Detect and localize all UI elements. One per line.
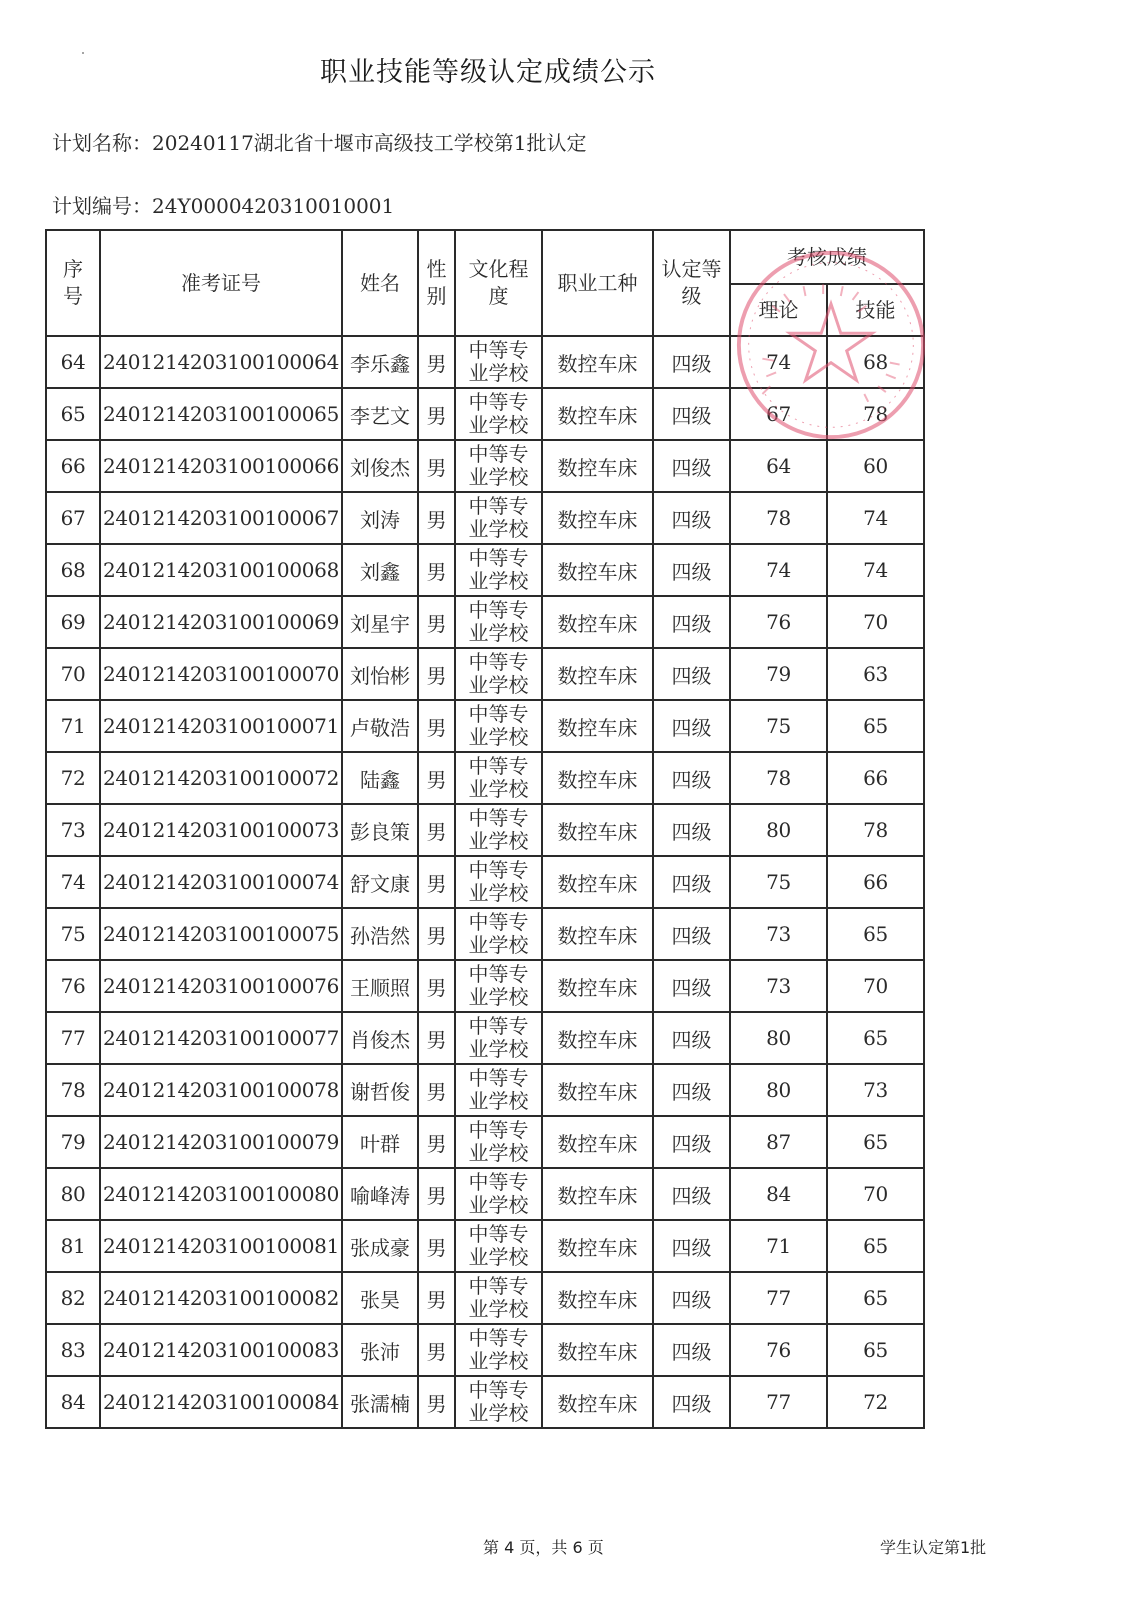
header-occupation: 职业工种 (542, 230, 653, 336)
cell-occupation: 数控车床 (542, 804, 653, 856)
cell-exam-id: 2401214203100100082 (100, 1272, 342, 1324)
cell-gender: 男 (418, 648, 455, 700)
education-line-1: 中等专 (468, 858, 529, 882)
education-line-1: 中等专 (468, 546, 529, 570)
cell-seq: 75 (46, 908, 100, 960)
cell-theory: 80 (730, 1012, 827, 1064)
header-skill: 技能 (827, 284, 924, 336)
header-row (46, 230, 924, 284)
cell-exam-id: 2401214203100100067 (100, 492, 342, 544)
cell-exam-id: 2401214203100100066 (100, 440, 342, 492)
cell-theory: 74 (730, 544, 827, 596)
cell-exam-id: 2401214203100100074 (100, 856, 342, 908)
education-line-1: 中等专 (468, 1378, 529, 1402)
plan-code (52, 190, 394, 219)
cell-skill: 65 (827, 1324, 924, 1376)
cell-education (455, 752, 542, 804)
cell-seq: 80 (46, 1168, 100, 1220)
cell-name: 陆鑫 (342, 752, 418, 804)
cell-gender: 男 (418, 336, 455, 388)
education-line-1: 中等专 (468, 1274, 529, 1298)
cell-theory: 76 (730, 1324, 827, 1376)
cell-occupation: 数控车床 (542, 908, 653, 960)
cell-education (455, 804, 542, 856)
education-line-1: 中等专 (468, 494, 529, 518)
cell-exam-id: 2401214203100100079 (100, 1116, 342, 1168)
education-line-1: 中等专 (468, 702, 529, 726)
education-line-2: 业学校 (468, 985, 529, 1009)
cell-seq: 84 (46, 1376, 100, 1428)
cell-gender: 男 (418, 700, 455, 752)
table-row (46, 596, 924, 648)
cell-name: 舒文康 (342, 856, 418, 908)
cell-exam-id: 2401214203100100070 (100, 648, 342, 700)
cell-occupation: 数控车床 (542, 544, 653, 596)
cell-gender: 男 (418, 1012, 455, 1064)
table-row (46, 908, 924, 960)
education-line-2: 业学校 (468, 1297, 529, 1321)
cell-theory: 74 (730, 336, 827, 388)
education-line-2: 业学校 (468, 1349, 529, 1373)
cell-gender: 男 (418, 856, 455, 908)
cell-level: 四级 (653, 804, 730, 856)
cell-skill: 65 (827, 1012, 924, 1064)
cell-occupation: 数控车床 (542, 648, 653, 700)
table-row (46, 1272, 924, 1324)
cell-occupation: 数控车床 (542, 1168, 653, 1220)
cell-occupation: 数控车床 (542, 492, 653, 544)
cell-education (455, 856, 542, 908)
table-row (46, 1324, 924, 1376)
cell-skill: 73 (827, 1064, 924, 1116)
cell-theory: 71 (730, 1220, 827, 1272)
cell-occupation: 数控车床 (542, 1064, 653, 1116)
cell-name: 刘鑫 (342, 544, 418, 596)
table-row (46, 492, 924, 544)
header-scores: 考核成绩 (730, 230, 924, 284)
table-row (46, 388, 924, 440)
plan-code-value: 24Y000042031001000​1 (152, 194, 395, 218)
table-row (46, 440, 924, 492)
cell-exam-id: 2401214203100100069 (100, 596, 342, 648)
cell-level: 四级 (653, 1064, 730, 1116)
header-level: 认定等 级 (653, 230, 730, 336)
cell-name: 刘星宇 (342, 596, 418, 648)
cell-skill: 66 (827, 752, 924, 804)
cell-education (455, 596, 542, 648)
cell-theory: 87 (730, 1116, 827, 1168)
cell-name: 孙浩然 (342, 908, 418, 960)
cell-education (455, 1064, 542, 1116)
page-number: 第 4 页，共 6 页 (483, 1538, 604, 1557)
cell-level: 四级 (653, 492, 730, 544)
education-line-1: 中等专 (468, 1066, 529, 1090)
table-row (46, 752, 924, 804)
education-line-1: 中等专 (468, 754, 529, 778)
education-line-1: 中等专 (468, 806, 529, 830)
cell-education (455, 492, 542, 544)
cell-occupation: 数控车床 (542, 1324, 653, 1376)
cell-theory: 80 (730, 804, 827, 856)
cell-exam-id: 2401214203100100083 (100, 1324, 342, 1376)
table-row (46, 700, 924, 752)
cell-exam-id: 2401214203100100075 (100, 908, 342, 960)
table-row (46, 1168, 924, 1220)
table-row (46, 1376, 924, 1428)
cell-seq: 74 (46, 856, 100, 908)
cell-seq: 77 (46, 1012, 100, 1064)
cell-gender: 男 (418, 1168, 455, 1220)
header-theory: 理论 (730, 284, 827, 336)
education-line-2: 业学校 (468, 829, 529, 853)
cell-skill: 65 (827, 1220, 924, 1272)
cell-seq: 65 (46, 388, 100, 440)
cell-education (455, 336, 542, 388)
cell-skill: 70 (827, 1168, 924, 1220)
cell-education (455, 1168, 542, 1220)
cell-skill: 65 (827, 1272, 924, 1324)
cell-education (455, 388, 542, 440)
education-line-2: 业学校 (468, 621, 529, 645)
education-line-2: 业学校 (468, 1245, 529, 1269)
cell-seq: 78 (46, 1064, 100, 1116)
cell-name: 张昊 (342, 1272, 418, 1324)
education-line-2: 业学校 (468, 1401, 529, 1425)
cell-exam-id: 2401214203100100064 (100, 336, 342, 388)
cell-theory: 84 (730, 1168, 827, 1220)
cell-name: 卢敬浩 (342, 700, 418, 752)
cell-seq: 79 (46, 1116, 100, 1168)
cell-level: 四级 (653, 336, 730, 388)
cell-education (455, 440, 542, 492)
cell-seq: 72 (46, 752, 100, 804)
cell-theory: 75 (730, 856, 827, 908)
cell-level: 四级 (653, 1168, 730, 1220)
education-line-1: 中等专 (468, 1118, 529, 1142)
cell-theory: 79 (730, 648, 827, 700)
plan-name-value: 20240117湖北省十堰市高级技工学校第1批认定 (152, 131, 587, 155)
cell-seq: 67 (46, 492, 100, 544)
cell-exam-id: 2401214203100100073 (100, 804, 342, 856)
cell-gender: 男 (418, 492, 455, 544)
education-line-2: 业学校 (468, 881, 529, 905)
cell-skill: 74 (827, 492, 924, 544)
cell-education (455, 960, 542, 1012)
header-gender: 性 别 (418, 230, 455, 336)
cell-exam-id: 2401214203100100078 (100, 1064, 342, 1116)
cell-skill: 74 (827, 544, 924, 596)
education-line-1: 中等专 (468, 962, 529, 986)
cell-theory: 77 (730, 1376, 827, 1428)
table-row (46, 1116, 924, 1168)
cell-skill: 78 (827, 804, 924, 856)
cell-gender: 男 (418, 1324, 455, 1376)
cell-name: 刘俊杰 (342, 440, 418, 492)
cell-occupation: 数控车床 (542, 700, 653, 752)
cell-level: 四级 (653, 648, 730, 700)
cell-occupation: 数控车床 (542, 440, 653, 492)
cell-level: 四级 (653, 596, 730, 648)
cell-occupation: 数控车床 (542, 1220, 653, 1272)
cell-level: 四级 (653, 1324, 730, 1376)
cell-level: 四级 (653, 388, 730, 440)
cell-gender: 男 (418, 544, 455, 596)
header-exam-id: 准考证号 (100, 230, 342, 336)
education-line-1: 中等专 (468, 338, 529, 362)
page-title: 职业技能等级认定成绩公示 (320, 57, 656, 88)
cell-level: 四级 (653, 1376, 730, 1428)
education-line-2: 业学校 (468, 465, 529, 489)
cell-name: 王顺照 (342, 960, 418, 1012)
cell-gender: 男 (418, 1064, 455, 1116)
cell-occupation: 数控车床 (542, 388, 653, 440)
education-line-2: 业学校 (468, 777, 529, 801)
cell-seq: 66 (46, 440, 100, 492)
cell-name: 肖俊杰 (342, 1012, 418, 1064)
table-row (46, 1012, 924, 1064)
cell-occupation: 数控车床 (542, 596, 653, 648)
cell-level: 四级 (653, 1272, 730, 1324)
cell-name: 谢哲俊 (342, 1064, 418, 1116)
education-line-2: 业学校 (468, 673, 529, 697)
cell-gender: 男 (418, 908, 455, 960)
education-line-2: 业学校 (468, 361, 529, 385)
table-row (46, 336, 924, 388)
cell-seq: 83 (46, 1324, 100, 1376)
education-line-1: 中等专 (468, 1014, 529, 1038)
table-row (46, 804, 924, 856)
header-name: 姓名 (342, 230, 418, 336)
plan-code-label: 计划编号： (52, 194, 152, 218)
table-row (46, 1064, 924, 1116)
cell-exam-id: 2401214203100100077 (100, 1012, 342, 1064)
cell-seq: 68 (46, 544, 100, 596)
cell-level: 四级 (653, 752, 730, 804)
cell-occupation: 数控车床 (542, 1376, 653, 1428)
cell-level: 四级 (653, 908, 730, 960)
cell-occupation: 数控车床 (542, 1116, 653, 1168)
cell-occupation: 数控车床 (542, 1272, 653, 1324)
cell-education (455, 1012, 542, 1064)
cell-skill: 60 (827, 440, 924, 492)
cell-gender: 男 (418, 596, 455, 648)
cell-skill: 78 (827, 388, 924, 440)
cell-gender: 男 (418, 1376, 455, 1428)
cell-skill: 72 (827, 1376, 924, 1428)
cell-occupation: 数控车床 (542, 336, 653, 388)
cell-theory: 73 (730, 960, 827, 1012)
education-line-1: 中等专 (468, 910, 529, 934)
cell-education (455, 1116, 542, 1168)
cell-occupation: 数控车床 (542, 960, 653, 1012)
cell-exam-id: 2401214203100100065 (100, 388, 342, 440)
cell-skill: 66 (827, 856, 924, 908)
cell-level: 四级 (653, 1220, 730, 1272)
cell-gender: 男 (418, 1272, 455, 1324)
cell-level: 四级 (653, 960, 730, 1012)
cell-education (455, 1220, 542, 1272)
education-line-2: 业学校 (468, 1037, 529, 1061)
cell-gender: 男 (418, 388, 455, 440)
table-row (46, 1220, 924, 1272)
cell-skill: 68 (827, 336, 924, 388)
cell-theory: 78 (730, 492, 827, 544)
cell-name: 李艺文 (342, 388, 418, 440)
cell-occupation: 数控车床 (542, 752, 653, 804)
cell-name: 张成豪 (342, 1220, 418, 1272)
cell-skill: 70 (827, 960, 924, 1012)
cell-seq: 69 (46, 596, 100, 648)
cell-education (455, 908, 542, 960)
cell-name: 刘涛 (342, 492, 418, 544)
cell-name: 喻峰涛 (342, 1168, 418, 1220)
cell-theory: 73 (730, 908, 827, 960)
cell-seq: 70 (46, 648, 100, 700)
cell-name: 张沛 (342, 1324, 418, 1376)
education-line-1: 中等专 (468, 442, 529, 466)
cell-seq: 82 (46, 1272, 100, 1324)
cell-level: 四级 (653, 1012, 730, 1064)
cell-gender: 男 (418, 804, 455, 856)
cell-exam-id: 2401214203100100071 (100, 700, 342, 752)
cell-exam-id: 2401214203100100068 (100, 544, 342, 596)
cell-theory: 77 (730, 1272, 827, 1324)
education-line-2: 业学校 (468, 1193, 529, 1217)
education-line-2: 业学校 (468, 1089, 529, 1113)
plan-name (52, 127, 587, 156)
education-line-2: 业学校 (468, 725, 529, 749)
education-line-2: 业学校 (468, 517, 529, 541)
cell-gender: 男 (418, 752, 455, 804)
cell-theory: 75 (730, 700, 827, 752)
cell-seq: 64 (46, 336, 100, 388)
cell-education (455, 544, 542, 596)
table-row (46, 856, 924, 908)
cell-theory: 67 (730, 388, 827, 440)
cell-gender: 男 (418, 960, 455, 1012)
cell-name: 叶群 (342, 1116, 418, 1168)
cell-skill: 65 (827, 1116, 924, 1168)
cell-level: 四级 (653, 700, 730, 752)
table-row (46, 648, 924, 700)
cell-name: 张濡楠 (342, 1376, 418, 1428)
cell-level: 四级 (653, 1116, 730, 1168)
cell-skill: 63 (827, 648, 924, 700)
cell-skill: 65 (827, 700, 924, 752)
cell-theory: 76 (730, 596, 827, 648)
cell-exam-id: 2401214203100100076 (100, 960, 342, 1012)
table-body (46, 336, 924, 1428)
cell-education (455, 648, 542, 700)
education-line-1: 中等专 (468, 1326, 529, 1350)
cell-theory: 78 (730, 752, 827, 804)
header-seq: 序 号 (46, 230, 100, 336)
cell-education (455, 1376, 542, 1428)
cell-name: 刘怡彬 (342, 648, 418, 700)
education-line-1: 中等专 (468, 1170, 529, 1194)
cell-level: 四级 (653, 440, 730, 492)
education-line-2: 业学校 (468, 933, 529, 957)
cell-name: 彭良策 (342, 804, 418, 856)
table-row (46, 544, 924, 596)
cell-occupation: 数控车床 (542, 856, 653, 908)
education-line-2: 业学校 (468, 1141, 529, 1165)
education-line-2: 业学校 (468, 569, 529, 593)
cell-skill: 65 (827, 908, 924, 960)
header-education: 文化程 度 (455, 230, 542, 336)
batch-label: 学生认定第1批 (880, 1538, 987, 1557)
education-line-1: 中等专 (468, 650, 529, 674)
education-line-1: 中等专 (468, 390, 529, 414)
cell-exam-id: 2401214203100100080 (100, 1168, 342, 1220)
cell-theory: 80 (730, 1064, 827, 1116)
cell-gender: 男 (418, 440, 455, 492)
cell-exam-id: 2401214203100100072 (100, 752, 342, 804)
cell-education (455, 1324, 542, 1376)
education-line-1: 中等专 (468, 598, 529, 622)
cell-seq: 71 (46, 700, 100, 752)
results-table (45, 229, 925, 1429)
cell-exam-id: 2401214203100100084 (100, 1376, 342, 1428)
table-row (46, 960, 924, 1012)
cell-seq: 73 (46, 804, 100, 856)
cell-seq: 76 (46, 960, 100, 1012)
cell-seq: 81 (46, 1220, 100, 1272)
cell-theory: 64 (730, 440, 827, 492)
cell-gender: 男 (418, 1116, 455, 1168)
cell-level: 四级 (653, 544, 730, 596)
cell-gender: 男 (418, 1220, 455, 1272)
cell-skill: 70 (827, 596, 924, 648)
education-line-2: 业学校 (468, 413, 529, 437)
cell-name: 李乐鑫 (342, 336, 418, 388)
cell-education (455, 1272, 542, 1324)
cell-level: 四级 (653, 856, 730, 908)
plan-name-label: 计划名称： (52, 131, 152, 155)
cell-exam-id: 2401214203100100081 (100, 1220, 342, 1272)
cell-education (455, 700, 542, 752)
education-line-1: 中等专 (468, 1222, 529, 1246)
cell-occupation: 数控车床 (542, 1012, 653, 1064)
